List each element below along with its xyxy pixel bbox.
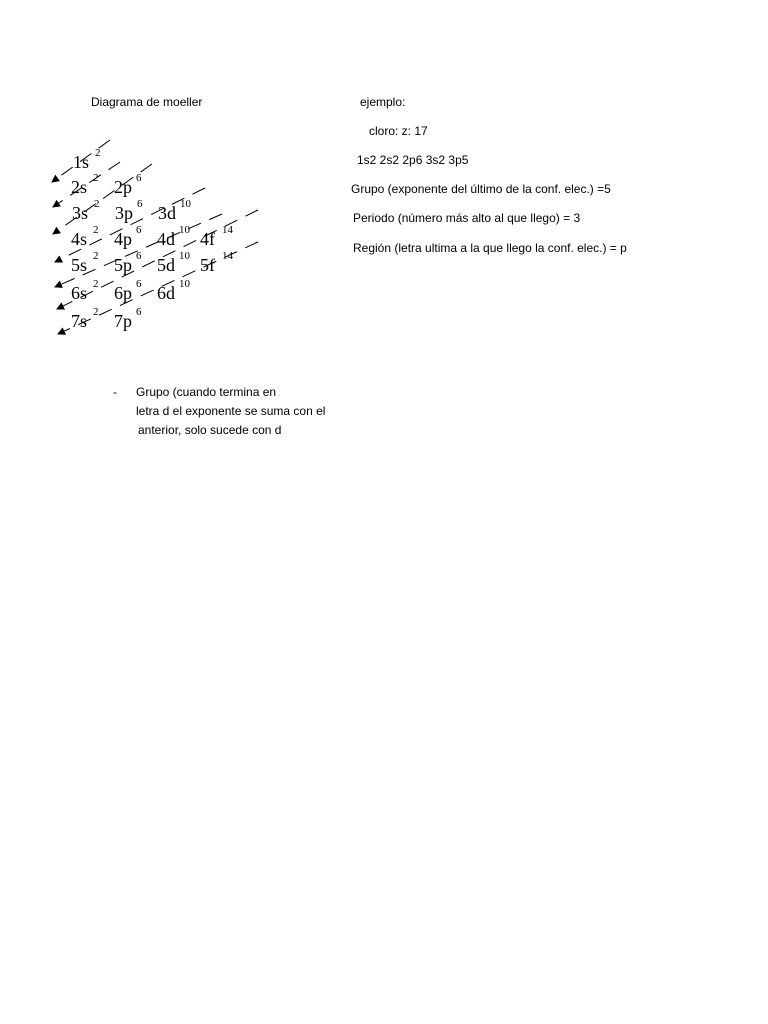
rule-line-3: anterior, solo sucede con d [138, 423, 282, 437]
exponent-4d: 10 [179, 224, 190, 236]
exponent-6p: 6 [136, 278, 142, 290]
example-group: Grupo (exponente del último de la conf. elec.) =5 [351, 182, 611, 196]
orbital-6d: 6d [157, 283, 175, 303]
orbital-3s: 3s [72, 203, 89, 223]
exponent-3p: 6 [137, 198, 143, 210]
orbital-7p: 7p [114, 311, 132, 331]
example-heading: ejemplo: [360, 95, 406, 109]
exponent-4s: 2 [93, 224, 99, 236]
exponent-7p: 6 [136, 306, 142, 318]
orbital-5d: 5d [157, 255, 175, 275]
example-configuration: 1s2 2s2 2p6 3s2 3p5 [357, 153, 469, 167]
exponent-3d: 10 [180, 198, 191, 210]
exponent-7s: 2 [93, 306, 99, 318]
orbital-2p: 2p [114, 177, 132, 197]
exponent-3s: 2 [94, 198, 100, 210]
orbital-3d: 3d [158, 203, 176, 223]
exponent-6d: 10 [179, 278, 190, 290]
orbital-5s: 5s [71, 255, 88, 275]
exponent-4p: 6 [136, 224, 142, 236]
exponent-5d: 10 [179, 250, 190, 262]
rule-line-2: letra d el exponente se suma con el [136, 404, 326, 418]
orbital-2s: 2s [71, 177, 88, 197]
exponent-5p: 6 [136, 250, 142, 262]
example-period: Periodo (número más alto al que llego) = 3 [353, 211, 581, 225]
orbital-4p: 4p [114, 229, 132, 249]
exponent-1s: 2 [95, 147, 101, 159]
page-title: Diagrama de moeller [91, 95, 203, 109]
exponent-4f: 14 [222, 224, 233, 236]
orbital-5f: 5f [200, 255, 215, 275]
rule-bullet: - [113, 385, 117, 399]
orbital-5p: 5p [114, 255, 132, 275]
orbital-4d: 4d [157, 229, 175, 249]
example-region: Región (letra ultima a la que llego la conf. elec.) = p [353, 241, 627, 255]
exponent-5s: 2 [93, 250, 99, 262]
orbital-4f: 4f [200, 229, 215, 249]
orbital-7s: 7s [71, 311, 88, 331]
orbital-3p: 3p [115, 203, 133, 223]
exponent-2p: 6 [136, 172, 142, 184]
orbital-1s: 1s [73, 152, 90, 172]
exponent-5f: 14 [222, 250, 233, 262]
exponent-2s: 2 [93, 172, 99, 184]
exponent-6s: 2 [93, 278, 99, 290]
orbital-4s: 4s [71, 229, 88, 249]
orbital-6p: 6p [114, 283, 132, 303]
rule-line-1: Grupo (cuando termina en [136, 385, 277, 399]
orbital-6s: 6s [71, 283, 88, 303]
orbital-grid [71, 147, 234, 331]
example-element: cloro: z: 17 [369, 124, 428, 138]
